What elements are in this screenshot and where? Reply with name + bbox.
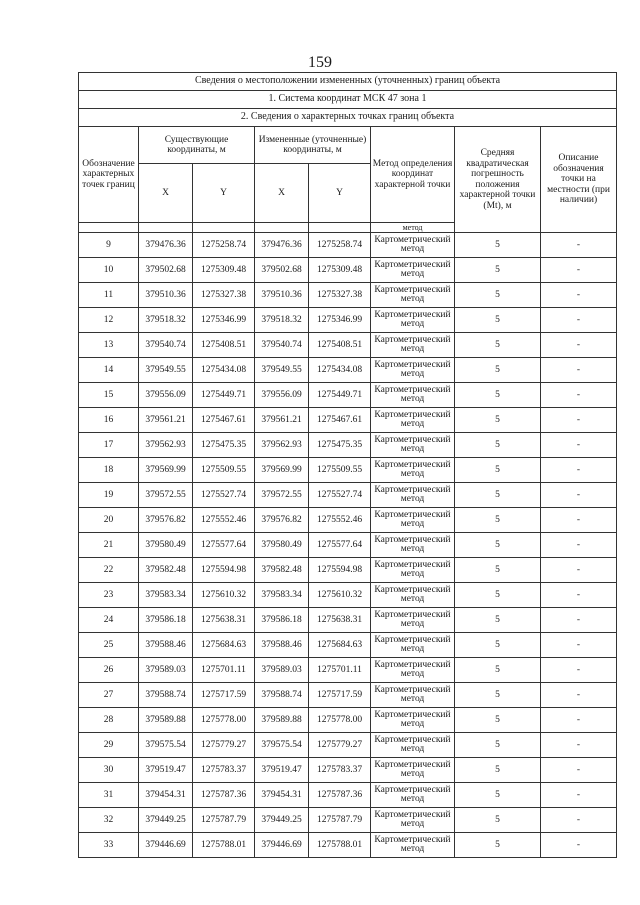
existing-x-value: 379549.55: [139, 358, 193, 383]
existing-x-value: 379446.69: [139, 833, 193, 858]
error-value: 5: [455, 258, 541, 283]
method-value: Картометрический метод: [371, 483, 455, 508]
error-value: 5: [455, 333, 541, 358]
method-value: Картометрический метод: [371, 358, 455, 383]
changed-x-value: 379586.18: [255, 608, 309, 633]
changed-x-value: 379556.09: [255, 383, 309, 408]
changed-y-value: 1275309.48: [309, 258, 371, 283]
error-value: 5: [455, 533, 541, 558]
existing-x-value: 379569.99: [139, 458, 193, 483]
existing-x-value: 379583.34: [139, 583, 193, 608]
table-row: [79, 408, 617, 433]
existing-x-value: 379580.49: [139, 533, 193, 558]
changed-y-header: Y: [309, 164, 371, 223]
table-row: [79, 583, 617, 608]
table-row: [79, 483, 617, 508]
table-row: [79, 508, 617, 533]
existing-x-value: 379561.21: [139, 408, 193, 433]
description-value: -: [541, 833, 617, 858]
existing-y-value: 1275787.79: [193, 808, 255, 833]
existing-y-value: 1275408.51: [193, 333, 255, 358]
point-number: 16: [79, 408, 139, 433]
existing-x-header: X: [139, 164, 193, 223]
changed-coords-header: Измененные (уточненные) координаты, м: [255, 127, 371, 164]
changed-y-value: 1275475.35: [309, 433, 371, 458]
point-number: 11: [79, 283, 139, 308]
description-value: -: [541, 683, 617, 708]
point-number: 29: [79, 733, 139, 758]
description-value: -: [541, 708, 617, 733]
changed-x-value: 379454.31: [255, 783, 309, 808]
table-row: [79, 558, 617, 583]
changed-y-value: 1275787.36: [309, 783, 371, 808]
error-value: 5: [455, 833, 541, 858]
error-value: 5: [455, 758, 541, 783]
description-value: -: [541, 783, 617, 808]
table-row: [79, 433, 617, 458]
table-row: [79, 608, 617, 633]
point-number: 26: [79, 658, 139, 683]
table-row: [79, 458, 617, 483]
existing-y-value: 1275783.37: [193, 758, 255, 783]
method-value: Картометрический метод: [371, 333, 455, 358]
changed-x-value: 379575.54: [255, 733, 309, 758]
error-value: 5: [455, 608, 541, 633]
method-value: Картометрический метод: [371, 233, 455, 258]
description-value: -: [541, 483, 617, 508]
point-number: 21: [79, 533, 139, 558]
description-value: -: [541, 433, 617, 458]
changed-y-value: 1275327.38: [309, 283, 371, 308]
existing-y-value: 1275787.36: [193, 783, 255, 808]
method-header: Метод определения координат характерной точки: [371, 127, 455, 223]
changed-y-value: 1275779.27: [309, 733, 371, 758]
changed-y-value: 1275788.01: [309, 833, 371, 858]
changed-y-value: 1275552.46: [309, 508, 371, 533]
error-value: 5: [455, 783, 541, 808]
error-value: 5: [455, 283, 541, 308]
description-value: -: [541, 608, 617, 633]
table-row: [79, 683, 617, 708]
changed-y-value: 1275783.37: [309, 758, 371, 783]
description-header: Описание обозначения точки на местности (при наличии): [541, 127, 617, 233]
changed-x-value: 379502.68: [255, 258, 309, 283]
existing-x-value: 379449.25: [139, 808, 193, 833]
point-number: 15: [79, 383, 139, 408]
changed-x-header: X: [255, 164, 309, 223]
method-value: Картометрический метод: [371, 758, 455, 783]
method-value: Картометрический метод: [371, 283, 455, 308]
page-number: 159: [308, 54, 332, 71]
method-value: Картометрический метод: [371, 808, 455, 833]
existing-y-value: 1275258.74: [193, 233, 255, 258]
changed-x-value: 379572.55: [255, 483, 309, 508]
existing-x-value: 379519.47: [139, 758, 193, 783]
description-value: -: [541, 533, 617, 558]
existing-y-value: 1275552.46: [193, 508, 255, 533]
existing-y-value: 1275309.48: [193, 258, 255, 283]
table-row: [79, 658, 617, 683]
point-number: 19: [79, 483, 139, 508]
method-value: Картометрический метод: [371, 383, 455, 408]
description-value: -: [541, 408, 617, 433]
existing-x-value: 379476.36: [139, 233, 193, 258]
existing-x-value: 379540.74: [139, 333, 193, 358]
error-value: 5: [455, 808, 541, 833]
error-value: 5: [455, 433, 541, 458]
existing-x-value: 379576.82: [139, 508, 193, 533]
header-spacer: [255, 223, 309, 233]
description-value: -: [541, 583, 617, 608]
method-value: Картометрический метод: [371, 583, 455, 608]
error-value: 5: [455, 233, 541, 258]
table-row: [79, 533, 617, 558]
method-value: Картометрический метод: [371, 258, 455, 283]
changed-x-value: 379576.82: [255, 508, 309, 533]
method-value: Картометрический метод: [371, 683, 455, 708]
description-value: -: [541, 383, 617, 408]
existing-y-value: 1275449.71: [193, 383, 255, 408]
description-value: -: [541, 258, 617, 283]
table-row: [79, 358, 617, 383]
error-value: 5: [455, 658, 541, 683]
existing-y-value: 1275778.00: [193, 708, 255, 733]
point-number: 17: [79, 433, 139, 458]
header-spacer: [79, 223, 139, 233]
description-value: -: [541, 758, 617, 783]
point-number: 33: [79, 833, 139, 858]
error-value: 5: [455, 683, 541, 708]
changed-x-value: 379518.32: [255, 308, 309, 333]
description-value: -: [541, 333, 617, 358]
changed-y-value: 1275577.64: [309, 533, 371, 558]
changed-y-value: 1275449.71: [309, 383, 371, 408]
existing-x-value: 379572.55: [139, 483, 193, 508]
method-value: Картометрический метод: [371, 533, 455, 558]
method-header-tail: метод: [371, 223, 455, 233]
point-number: 32: [79, 808, 139, 833]
section-title: 2. Сведения о характерных точках границ объекта: [79, 109, 617, 127]
method-value: Картометрический метод: [371, 308, 455, 333]
existing-x-value: 379575.54: [139, 733, 193, 758]
existing-y-value: 1275701.11: [193, 658, 255, 683]
existing-y-header: Y: [193, 164, 255, 223]
error-value: 5: [455, 383, 541, 408]
method-value: Картометрический метод: [371, 433, 455, 458]
error-value: 5: [455, 358, 541, 383]
point-number: 9: [79, 233, 139, 258]
existing-x-value: 379454.31: [139, 783, 193, 808]
existing-y-value: 1275788.01: [193, 833, 255, 858]
point-number: 25: [79, 633, 139, 658]
changed-y-value: 1275701.11: [309, 658, 371, 683]
method-value: Картометрический метод: [371, 783, 455, 808]
table-row: [79, 308, 617, 333]
existing-y-value: 1275527.74: [193, 483, 255, 508]
table-row: [79, 708, 617, 733]
error-value: 5: [455, 308, 541, 333]
table-row: [79, 783, 617, 808]
method-value: Картометрический метод: [371, 733, 455, 758]
description-value: -: [541, 358, 617, 383]
changed-y-value: 1275787.79: [309, 808, 371, 833]
existing-y-value: 1275434.08: [193, 358, 255, 383]
description-value: -: [541, 283, 617, 308]
existing-y-value: 1275577.64: [193, 533, 255, 558]
existing-y-value: 1275779.27: [193, 733, 255, 758]
error-value: 5: [455, 583, 541, 608]
error-value: 5: [455, 408, 541, 433]
changed-x-value: 379580.49: [255, 533, 309, 558]
changed-x-value: 379446.69: [255, 833, 309, 858]
existing-y-value: 1275475.35: [193, 433, 255, 458]
description-value: -: [541, 308, 617, 333]
method-value: Картометрический метод: [371, 708, 455, 733]
changed-y-value: 1275509.55: [309, 458, 371, 483]
method-value: Картометрический метод: [371, 458, 455, 483]
point-number: 23: [79, 583, 139, 608]
table-row: [79, 233, 617, 258]
changed-x-value: 379582.48: [255, 558, 309, 583]
existing-y-value: 1275327.38: [193, 283, 255, 308]
table-row: [79, 633, 617, 658]
existing-x-value: 379510.36: [139, 283, 193, 308]
existing-x-value: 379502.68: [139, 258, 193, 283]
changed-y-value: 1275778.00: [309, 708, 371, 733]
table-row: [79, 833, 617, 858]
changed-y-value: 1275638.31: [309, 608, 371, 633]
existing-y-value: 1275594.98: [193, 558, 255, 583]
point-number: 18: [79, 458, 139, 483]
changed-x-value: 379589.88: [255, 708, 309, 733]
existing-y-value: 1275638.31: [193, 608, 255, 633]
table-row: [79, 808, 617, 833]
existing-x-value: 379588.46: [139, 633, 193, 658]
method-value: Картометрический метод: [371, 508, 455, 533]
point-number: 10: [79, 258, 139, 283]
changed-y-value: 1275258.74: [309, 233, 371, 258]
table-row: [79, 283, 617, 308]
existing-y-value: 1275610.32: [193, 583, 255, 608]
existing-x-value: 379518.32: [139, 308, 193, 333]
existing-y-value: 1275346.99: [193, 308, 255, 333]
method-value: Картометрический метод: [371, 608, 455, 633]
existing-y-value: 1275467.61: [193, 408, 255, 433]
description-value: -: [541, 508, 617, 533]
point-number: 28: [79, 708, 139, 733]
method-value: Картометрический метод: [371, 558, 455, 583]
error-value: 5: [455, 733, 541, 758]
description-value: -: [541, 558, 617, 583]
error-value: 5: [455, 508, 541, 533]
changed-y-value: 1275434.08: [309, 358, 371, 383]
changed-y-value: 1275684.63: [309, 633, 371, 658]
existing-x-value: 379589.03: [139, 658, 193, 683]
method-value: Картометрический метод: [371, 658, 455, 683]
point-number: 31: [79, 783, 139, 808]
existing-y-value: 1275684.63: [193, 633, 255, 658]
changed-x-value: 379519.47: [255, 758, 309, 783]
table-main-title: Сведения о местоположении измененных (уточненных) границ объекта: [79, 73, 617, 91]
changed-y-value: 1275527.74: [309, 483, 371, 508]
table-row: [79, 383, 617, 408]
error-value: 5: [455, 558, 541, 583]
coordinate-system-title: 1. Система координат МСК 47 зона 1: [79, 91, 617, 109]
error-value: 5: [455, 708, 541, 733]
coordinates-table: [78, 72, 617, 858]
description-value: -: [541, 808, 617, 833]
header-spacer: [193, 223, 255, 233]
existing-x-value: 379589.88: [139, 708, 193, 733]
table-row: [79, 333, 617, 358]
changed-y-value: 1275408.51: [309, 333, 371, 358]
changed-x-value: 379549.55: [255, 358, 309, 383]
error-value: 5: [455, 458, 541, 483]
description-value: -: [541, 733, 617, 758]
point-number: 20: [79, 508, 139, 533]
point-number: 24: [79, 608, 139, 633]
header-spacer: [139, 223, 193, 233]
method-value: Картометрический метод: [371, 408, 455, 433]
table-row: [79, 733, 617, 758]
point-number: 30: [79, 758, 139, 783]
method-value: Картометрический метод: [371, 833, 455, 858]
changed-x-value: 379569.99: [255, 458, 309, 483]
changed-x-value: 379562.93: [255, 433, 309, 458]
changed-y-value: 1275594.98: [309, 558, 371, 583]
point-number: 14: [79, 358, 139, 383]
error-header: Средняя квадратическая погрешность положения характерной точки (Mt), м: [455, 127, 541, 233]
point-number: 13: [79, 333, 139, 358]
changed-y-value: 1275717.59: [309, 683, 371, 708]
point-number: 27: [79, 683, 139, 708]
description-value: -: [541, 458, 617, 483]
existing-x-value: 379586.18: [139, 608, 193, 633]
changed-y-value: 1275346.99: [309, 308, 371, 333]
header-spacer: [309, 223, 371, 233]
description-value: -: [541, 233, 617, 258]
table-row: [79, 758, 617, 783]
error-value: 5: [455, 633, 541, 658]
method-value: Картометрический метод: [371, 633, 455, 658]
changed-x-value: 379449.25: [255, 808, 309, 833]
point-number: 22: [79, 558, 139, 583]
existing-x-value: 379556.09: [139, 383, 193, 408]
existing-y-value: 1275717.59: [193, 683, 255, 708]
changed-x-value: 379583.34: [255, 583, 309, 608]
existing-y-value: 1275509.55: [193, 458, 255, 483]
changed-x-value: 379588.74: [255, 683, 309, 708]
changed-x-value: 379476.36: [255, 233, 309, 258]
changed-x-value: 379540.74: [255, 333, 309, 358]
changed-x-value: 379510.36: [255, 283, 309, 308]
existing-x-value: 379582.48: [139, 558, 193, 583]
existing-coords-header: Существующие координаты, м: [139, 127, 255, 164]
description-value: -: [541, 658, 617, 683]
point-number: 12: [79, 308, 139, 333]
table-row: [79, 258, 617, 283]
designation-header: Обозначение характерных точек границ: [79, 127, 139, 223]
existing-x-value: 379588.74: [139, 683, 193, 708]
changed-x-value: 379588.46: [255, 633, 309, 658]
description-value: -: [541, 633, 617, 658]
changed-x-value: 379561.21: [255, 408, 309, 433]
error-value: 5: [455, 483, 541, 508]
changed-y-value: 1275610.32: [309, 583, 371, 608]
changed-x-value: 379589.03: [255, 658, 309, 683]
existing-x-value: 379562.93: [139, 433, 193, 458]
changed-y-value: 1275467.61: [309, 408, 371, 433]
